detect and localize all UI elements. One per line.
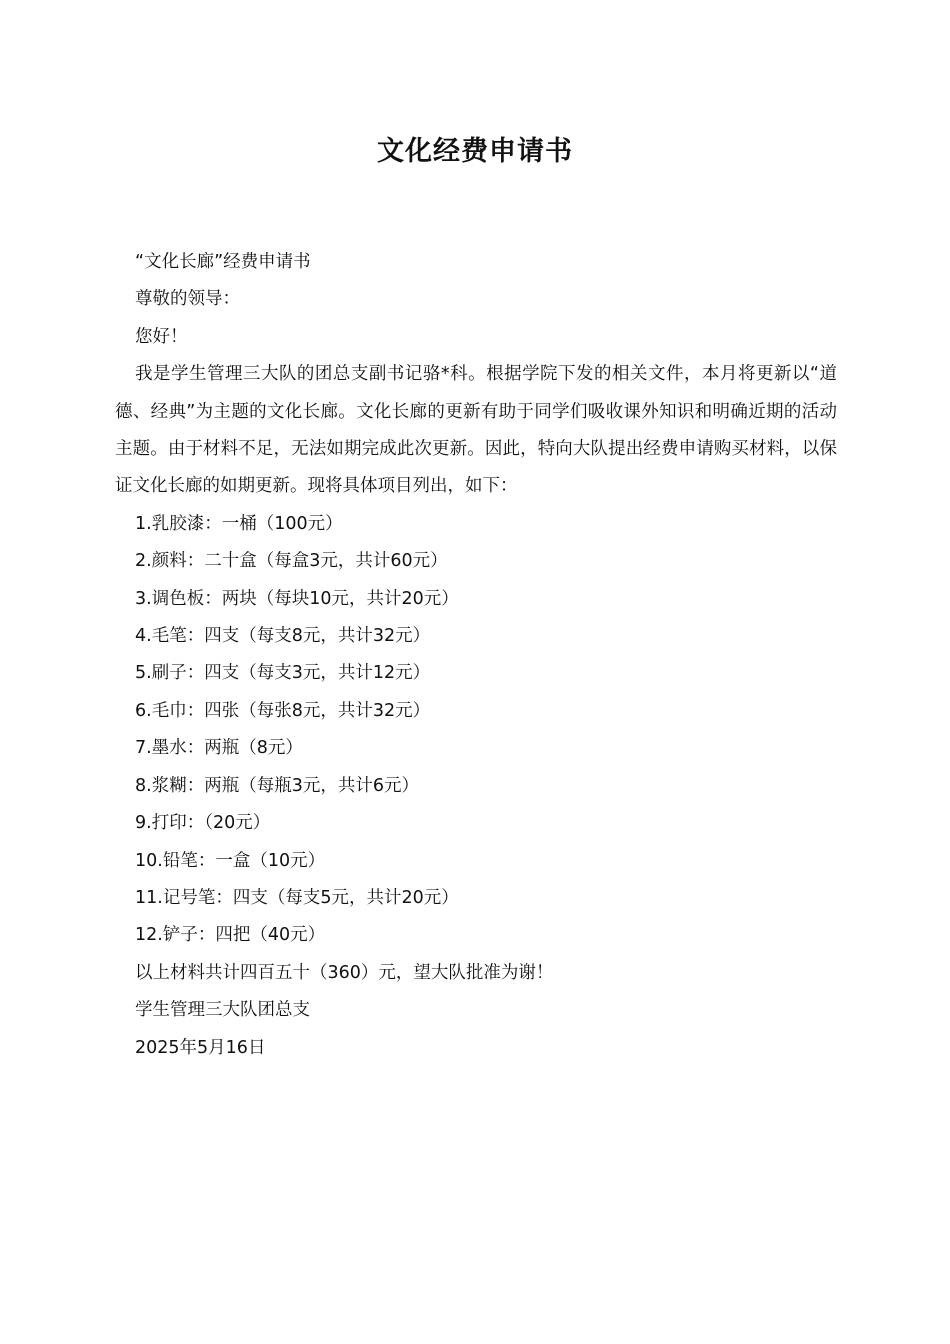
list-item: 8.浆糊：两瓶（每瓶3元，共计6元）	[135, 775, 419, 796]
document-date: 2025年5月16日	[135, 1037, 266, 1058]
list-item: 11.记号笔：四支（每支5元，共计20元）	[135, 887, 459, 908]
list-item: 2.颜料：二十盒（每盒3元，共计60元）	[135, 551, 448, 572]
list-item: 3.调色板：两块（每块10元，共计20元）	[135, 588, 459, 609]
list-item: 6.毛巾：四张（每张8元，共计32元）	[135, 700, 431, 721]
list-item: 4.毛笔：四支（每支8元，共计32元）	[135, 626, 431, 647]
signature-org: 学生管理三大队团总支	[135, 1000, 310, 1021]
list-item: 7.墨水：两瓶（8元）	[135, 738, 303, 759]
salutation-line: 尊敬的领导：	[135, 289, 240, 310]
list-item: 9.打印：（20元）	[135, 813, 271, 834]
closing-line: 以上材料共计四百五十（360）元，望大队批准为谢！	[135, 962, 554, 983]
intro-paragraph: 我是学生管理三大队的团总支副书记骆*科。根据学院下发的相关文件，本月将更新以“道德、经典”为主题的文化长廊。文化长廊的更新有助于同学们吸收课外知识和明确近期的活动主题。由于材料不足，无法如期完成此次更新。因此，特向大队提出经费申请购买材料，以保证文化长廊的如期更新。现将具体项目列出，如下：	[115, 364, 837, 497]
subtitle-line: “文化长廊”经费申请书	[135, 252, 311, 272]
greeting-line: 您好！	[135, 326, 188, 347]
list-item: 1.乳胶漆：一桶（100元）	[135, 513, 343, 534]
list-item: 5.刷子：四支（每支3元，共计12元）	[135, 663, 431, 684]
document-title: 文化经费申请书	[377, 136, 573, 167]
document-body	[115, 244, 837, 1067]
list-item: 10.铅笔：一盒（10元）	[135, 850, 326, 871]
list-item: 12.铲子：四把（40元）	[135, 925, 326, 946]
